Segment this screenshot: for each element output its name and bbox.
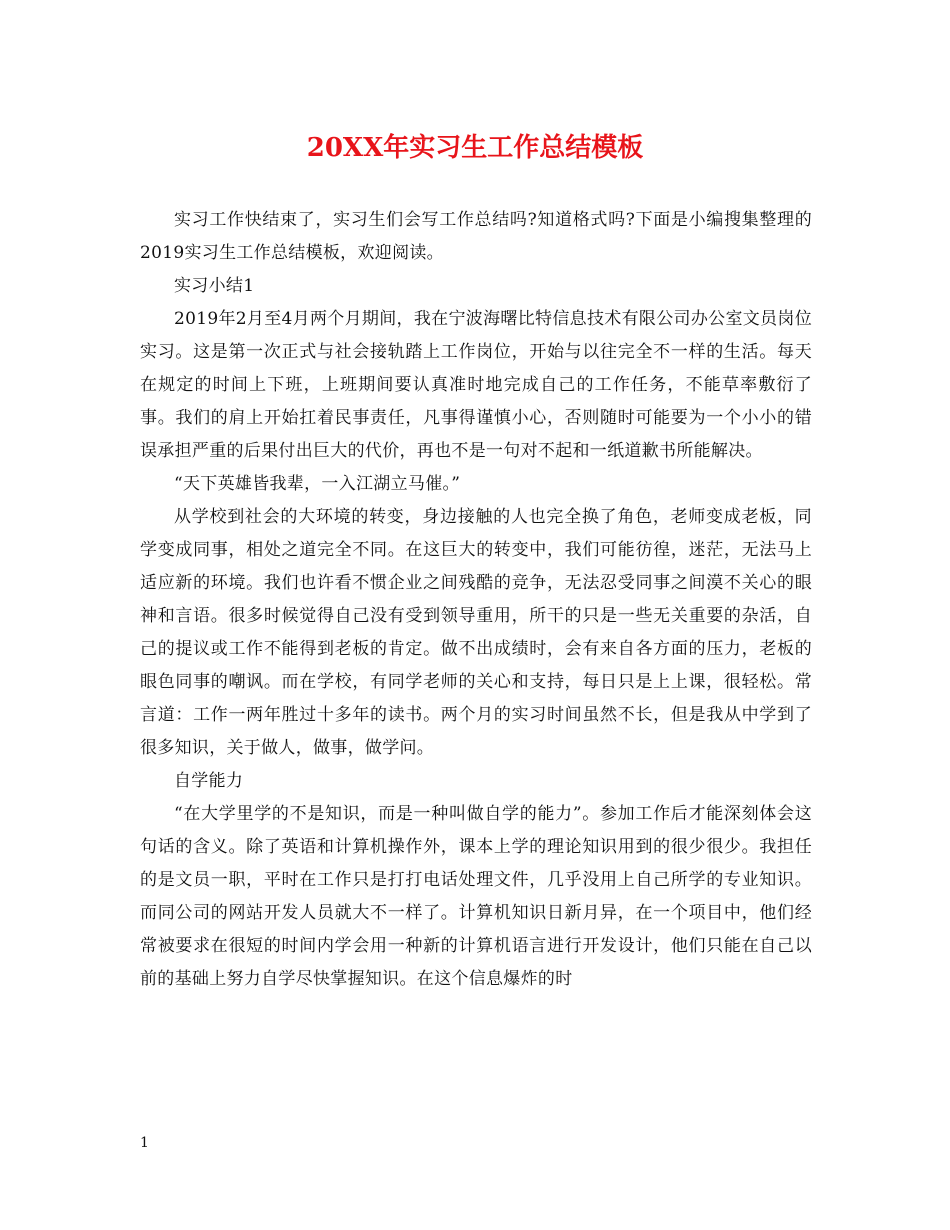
section-heading-self-study: 自学能力 — [174, 771, 244, 791]
document-title: 20XX年实习生工作总结模板 — [306, 133, 644, 163]
section-heading-summary-1: 实习小结1 — [174, 276, 255, 296]
document-body — [140, 204, 812, 996]
page-number: 1 — [140, 1135, 149, 1151]
body-paragraph: “在大学里学的不是知识，而是一种叫做自学的能力”。参加工作后才能深刻体会这句话的含义。除了英语和计算机操作外，课本上学的理论知识用到的很少很少。我担任的是文员一职，平时在工作只是打打电话处理文件，几乎没用上自己所学的专业知识。而同公司的网站开发人员就大不一样了。计算机知识日新月异，在一个项目中，他们经常被要求在很短的时间内学会用一种新的计算机语言进行开发设计，他们只能在自己以前的基础上努力自学尽快掌握知识。在这个信息爆炸的时 — [140, 804, 812, 989]
body-paragraph: 从学校到社会的大环境的转变，身边接触的人也完全换了角色，老师变成老板，同学变成同事，相处之道完全不同。在这巨大的转变中，我们可能彷徨，迷茫，无法马上适应新的环境。我们也许看不惯企业之间残酷的竞争，无法忍受同事之间漠不关心的眼神和言语。很多时候觉得自己没有受到领导重用，所干的只是一些无关重要的杂活，自己的提议或工作不能得到老板的肯定。做不出成绩时，会有来自各方面的压力，老板的眼色同事的嘲讽。而在学校，有同学老师的关心和支持，每日只是上上课，很轻松。常言道：工作一两年胜过十多年的读书。两个月的实习时间虽然不长，但是我从中学到了很多知识，关于做人，做事，做学问。 — [140, 507, 812, 758]
intro-paragraph: 实习工作快结束了，实习生们会写工作总结吗?知道格式吗?下面是小编搜集整理的2019实习生工作总结模板，欢迎阅读。 — [140, 210, 812, 263]
body-paragraph: 2019年2月至4月两个月期间，我在宁波海曙比特信息技术有限公司办公室文员岗位实习。这是第一次正式与社会接轨踏上工作岗位，开始与以往完全不一样的生活。每天在规定的时间上下班，上班期间要认真准时地完成自己的工作任务，不能草率敷衍了事。我们的肩上开始扛着民事责任，凡事得谨慎小心，否则随时可能要为一个小小的错误承担严重的后果付出巨大的代价，再也不是一句对不起和一纸道歉书所能解决。 — [140, 309, 812, 461]
quote-paragraph: “天下英雄皆我辈，一入江湖立马催。” — [174, 474, 461, 494]
